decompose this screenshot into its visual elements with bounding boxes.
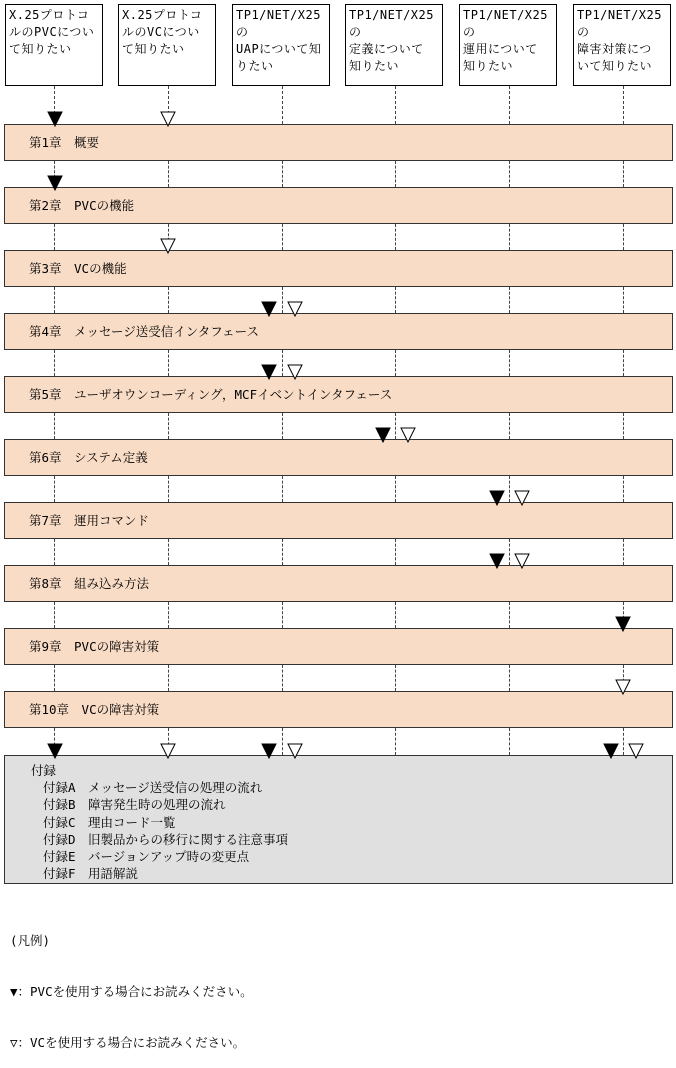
header-line: いて知りたい: [577, 59, 653, 73]
reading-path-segment: [395, 86, 396, 124]
reading-path-segment: [395, 161, 396, 187]
appendix-item-f: 付録F 用語解説: [43, 866, 139, 882]
appendix-item-a: 付録A メッセージ送受信の処理の流れ: [43, 780, 263, 796]
reading-path-segment: [282, 287, 283, 313]
header-line: 運用について: [463, 42, 538, 56]
pvc-marker-icon: [261, 364, 277, 380]
chapter-6-bar: [4, 439, 673, 476]
header-line: 知りたい: [349, 59, 400, 73]
chapter-label: 第7章 運用コマンド: [29, 513, 150, 528]
appendix-box: [4, 755, 673, 884]
reading-path-segment: [282, 539, 283, 565]
header-line: ルのVCについ: [122, 25, 200, 39]
reading-path-segment: [282, 224, 283, 250]
reading-path-segment: [54, 287, 55, 313]
header-line: 知りたい: [463, 59, 514, 73]
reading-path-segment: [282, 413, 283, 439]
header-line: X.25プロトコ: [9, 8, 90, 22]
reading-path-segment: [395, 539, 396, 565]
reading-path-segment: [509, 539, 510, 565]
reading-path-segment: [282, 665, 283, 691]
reading-path-segment: [168, 413, 169, 439]
header-line: TP1/NET/X25の: [349, 8, 434, 39]
chapter-5-bar: [4, 376, 673, 413]
pvc-marker-icon: [261, 301, 277, 317]
reading-path-segment: [168, 665, 169, 691]
reading-path-segment: [168, 161, 169, 187]
reading-path-segment: [168, 476, 169, 502]
header-line: UAPについて知: [236, 42, 322, 56]
pvc-marker-icon: [615, 616, 631, 632]
chapter-2-bar: [4, 187, 673, 224]
header-line: X.25プロトコ: [122, 8, 203, 22]
header-line: ルのPVCについ: [9, 25, 95, 39]
reading-path-segment: [395, 287, 396, 313]
vc-marker-icon: [160, 743, 176, 759]
reading-path-segment: [623, 86, 624, 124]
reading-path-segment: [395, 224, 396, 250]
header-line: TP1/NET/X25の: [577, 8, 662, 39]
reading-path-segment: [54, 350, 55, 376]
pvc-marker-icon: [47, 743, 63, 759]
reading-path-segment: [395, 476, 396, 502]
chapter-3-bar: [4, 250, 673, 287]
reading-path-segment: [54, 665, 55, 691]
column-header-x25-vc: [118, 4, 216, 86]
reading-path-segment: [282, 86, 283, 124]
pvc-marker-icon: [375, 427, 391, 443]
reading-path-segment: [54, 476, 55, 502]
pvc-marker-icon: [489, 553, 505, 569]
chapter-label: 第1章 概要: [29, 135, 100, 150]
chapter-label: 第9章 PVCの障害対策: [29, 639, 160, 654]
chapter-label: 第10章 VCの障害対策: [29, 702, 160, 717]
chapter-4-bar: [4, 313, 673, 350]
legend-filled-triangle: ▼：PVCを使用する場合にお読みください。: [10, 984, 253, 999]
reading-path-segment: [509, 350, 510, 376]
reading-path-segment: [54, 413, 55, 439]
vc-marker-icon: [160, 111, 176, 127]
reading-path-segment: [509, 287, 510, 313]
reading-path-segment: [509, 665, 510, 691]
reading-path-segment: [395, 602, 396, 628]
vc-marker-icon: [514, 553, 530, 569]
reading-path-segment: [623, 350, 624, 376]
chapter-label: 第2章 PVCの機能: [29, 198, 135, 213]
reading-path-segment: [282, 161, 283, 187]
chapter-label: 第8章 組み込み方法: [29, 576, 150, 591]
pvc-marker-icon: [47, 111, 63, 127]
vc-marker-icon: [400, 427, 416, 443]
header-line: て知りたい: [9, 42, 72, 56]
header-line: りたい: [236, 59, 274, 73]
chapter-label: 第6章 システム定義: [29, 450, 148, 465]
reading-path-segment: [395, 350, 396, 376]
chapter-8-bar: [4, 565, 673, 602]
pvc-marker-icon: [489, 490, 505, 506]
reading-path-segment: [509, 86, 510, 124]
reading-path-segment: [282, 350, 283, 376]
column-header-troubleshooting: [573, 4, 671, 86]
chapter-label: 第5章 ユーザオウンコーディング，MCFイベントインタフェース: [29, 387, 393, 402]
reading-path-segment: [623, 413, 624, 439]
pvc-marker-icon: [47, 175, 63, 191]
header-line: て知りたい: [122, 42, 185, 56]
reading-path-segment: [282, 728, 283, 755]
legend-title: (凡例): [10, 933, 51, 948]
reading-path-segment: [509, 224, 510, 250]
legend: [10, 898, 253, 1068]
vc-marker-icon: [615, 679, 631, 695]
reading-path-segment: [168, 539, 169, 565]
vc-marker-icon: [628, 743, 644, 759]
vc-marker-icon: [514, 490, 530, 506]
appendix-item-b: 付録B 障害発生時の処理の流れ: [43, 797, 226, 813]
header-line: TP1/NET/X25の: [236, 8, 321, 39]
reading-path-segment: [623, 539, 624, 565]
column-header-x25-pvc: [5, 4, 103, 86]
reading-path-segment: [623, 476, 624, 502]
header-line: TP1/NET/X25の: [463, 8, 548, 39]
pvc-marker-icon: [261, 743, 277, 759]
appendix-item-d: 付録D 旧製品からの移行に関する注意事項: [43, 831, 289, 847]
reading-path-segment: [395, 728, 396, 755]
chapter-7-bar: [4, 502, 673, 539]
header-line: 定義について: [349, 42, 424, 56]
vc-marker-icon: [287, 743, 303, 759]
column-header-uap: [232, 4, 330, 86]
reading-path-segment: [282, 602, 283, 628]
chapter-10-bar: [4, 691, 673, 728]
reading-path-segment: [509, 161, 510, 187]
reading-path-segment: [623, 728, 624, 755]
reading-path-segment: [623, 224, 624, 250]
chapter-9-bar: [4, 628, 673, 665]
chapter-label: 第3章 VCの機能: [29, 261, 127, 276]
reading-path-segment: [623, 161, 624, 187]
reading-path-segment: [282, 476, 283, 502]
reading-path-segment: [509, 728, 510, 755]
reading-path-segment: [168, 287, 169, 313]
vc-marker-icon: [287, 364, 303, 380]
reading-path-segment: [168, 602, 169, 628]
reading-path-segment: [509, 602, 510, 628]
legend-hollow-triangle: ▽：VCを使用する場合にお読みください。: [10, 1035, 246, 1050]
pvc-marker-icon: [603, 743, 619, 759]
reading-path-segment: [509, 476, 510, 502]
appendix-item-c: 付録C 理由コード一覧: [43, 814, 176, 830]
column-header-definition: [345, 4, 443, 86]
appendix-item-e: 付録E バージョンアップ時の変更点: [43, 849, 250, 865]
column-header-operation: [459, 4, 557, 86]
reading-path-segment: [54, 539, 55, 565]
reading-path-segment: [54, 224, 55, 250]
chapter-1-bar: [4, 124, 673, 161]
header-line: 障害対策につ: [577, 42, 652, 56]
chapter-label: 第4章 メッセージ送受信インタフェース: [29, 324, 260, 339]
reading-path-segment: [168, 350, 169, 376]
appendix-title: 付録: [31, 763, 57, 778]
reading-path-segment: [623, 287, 624, 313]
reading-path-segment: [509, 413, 510, 439]
reading-path-segment: [54, 602, 55, 628]
vc-marker-icon: [160, 238, 176, 254]
reading-path-segment: [395, 665, 396, 691]
vc-marker-icon: [287, 301, 303, 317]
reading-path-segment: [395, 413, 396, 439]
